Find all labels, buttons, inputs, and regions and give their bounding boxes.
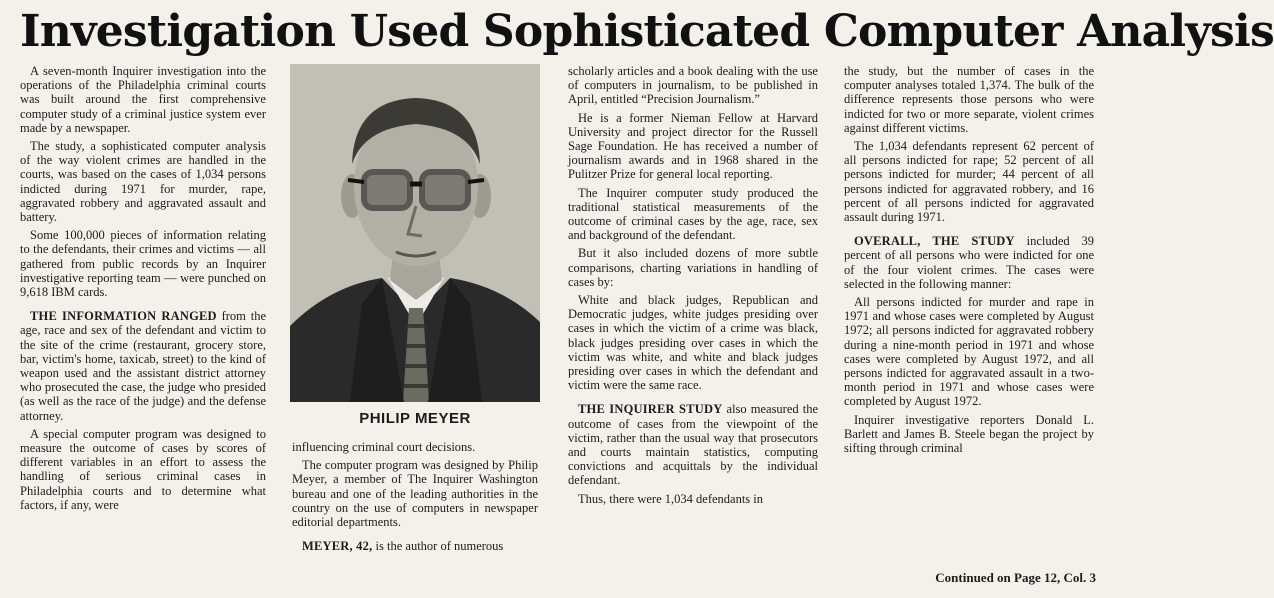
paragraph-text: included 39 percent of all persons who were indicted for one of the four violent crimes. The cases were selected in the following manner: xyxy=(844,234,1094,291)
paragraph xyxy=(568,293,818,392)
paragraph-text: White and black judges, Republican and Democratic judges, white judges presiding over cases in which the victim of a crime was black, black judges presiding over cases in which the victim was white, and white and black judges presiding over cases in which the defendant and victim were the same race. xyxy=(568,293,818,393)
paragraph xyxy=(20,309,266,423)
photo-caption: PHILIP MEYER xyxy=(359,410,471,427)
paragraph xyxy=(292,440,538,454)
paragraph-lead-in: THE INQUIRER STUDY xyxy=(578,402,723,417)
paragraph xyxy=(568,246,818,289)
column-1 xyxy=(20,64,266,584)
paragraph-text: He is a former Nieman Fellow at Harvard University and project director for the Russell Sage Foundation. He has received a number of journalism awards and in 1968 shared in the Pulitzer Prize for general local reporting. xyxy=(568,110,818,182)
paragraph-text: A special computer program was designed to measure the outcome of cases by scores of different variables in an effort to assess the handling of serious criminal cases in Philadelphia courts and to determine what factors, if any, were xyxy=(20,426,266,512)
paragraph xyxy=(568,492,818,506)
paragraph xyxy=(292,458,538,529)
paragraph xyxy=(20,427,266,512)
paragraph-text: is the author of numerous xyxy=(375,539,504,554)
paragraph-text: The Inquirer computer study produced the traditional statistical measurements of the outcome of criminal cases by the age, race, sex and background of the defendant. xyxy=(568,185,818,243)
paragraph-lead-in: OVERALL, THE STUDY xyxy=(854,234,1015,249)
paragraph-text: from the age, race and sex of the defendant and victim to the site of the crime (restaurant, grocery store, bar, victim's home, taxicab, street) to the kind of weapon used and the assistant district attorney who prosecuted the case, the judge who presided (as well as the race of the judge) and the defense attorney. xyxy=(20,309,267,423)
paragraph-lead-in: MEYER, 42, xyxy=(302,539,373,554)
paragraph-text: A seven-month Inquirer investigation into the operations of the Philadelphia criminal courts was built around the first comprehensive computer study of a criminal justice system ever made by a newspaper. xyxy=(20,64,266,135)
paragraph-text: The study, a sophisticated computer analysis of the way violent crimes are handled in the courts, was based on the cases of 1,034 persons indicted during 1971 for murder, rape, aggravated robbery and aggravated assault and battery. xyxy=(20,139,266,225)
paragraph-text: Some 100,000 pieces of information relating to the defendants, their crimes and victims — all gathered from public records by an Inquirer investigative reporting team — were punched on 9,618 IBM cards. xyxy=(20,228,266,300)
paragraph xyxy=(844,139,1094,224)
continuation-line: Continued on Page 12, Col. 3 xyxy=(935,570,1096,585)
paragraph-text: The 1,034 defendants represent 62 percent of all persons indicted for rape; 52 percent of all persons indicted for murder; 44 percent of all persons indicted for aggravated robbery, and 16 percent of all persons indicted for aggravated assault during 1971. xyxy=(844,139,1094,225)
headline: Investigation Used Sophisticated Computer Analysis xyxy=(20,6,1274,57)
paragraph xyxy=(20,228,266,299)
paragraph-lead-in: THE INFORMATION RANGED xyxy=(30,309,217,324)
paragraph xyxy=(844,295,1094,409)
paragraph xyxy=(844,413,1094,456)
paragraph xyxy=(20,64,266,135)
paragraph xyxy=(568,186,818,243)
paragraph-text: also measured the outcome of cases from the viewpoint of the victim, rather than the usual way that prosecutors and courts maintain statistics, computing convictions and acquittals by the individual defendant. xyxy=(568,402,818,488)
paragraph xyxy=(568,402,818,487)
column-4 xyxy=(844,64,1094,584)
paragraph xyxy=(844,234,1094,291)
paragraph xyxy=(20,139,266,224)
paragraph xyxy=(844,64,1094,135)
paragraph-text: influencing criminal court decisions. xyxy=(292,440,476,454)
paragraph-text: But it also included dozens of more subtle comparisons, charting variations in handling of cases by: xyxy=(568,246,818,289)
paragraph xyxy=(568,111,818,182)
paragraph xyxy=(292,539,538,553)
paragraph-text: Inquirer investigative reporters Donald L. Barlett and James B. Steele began the project by sifting through criminal xyxy=(844,412,1094,456)
paragraph-text: All persons indicted for murder and rape in 1971 and whose cases were completed by August 1972; all persons indicted for aggravated robbery during a nine-month period in 1971 and whose cases were completed by August 1972, and all persons indicted for aggravated assault in a two-month period in 1971 and whose cases were completed by August 1972. xyxy=(844,295,1094,409)
paragraph xyxy=(568,64,818,107)
paragraph-text: The computer program was designed by Philip Meyer, a member of The Inquirer Washington bureau and one of the leading authorities in the country on the use of computers in newspaper editorial departments. xyxy=(292,458,538,530)
paragraph-text: the study, but the number of cases in the computer analyses totaled 1,374. The bulk of the difference represents those persons who were indicted for two or more separate, violent crimes against different victims. xyxy=(844,64,1094,135)
portrait-photo xyxy=(290,64,540,402)
column-2 xyxy=(292,440,538,585)
column-3 xyxy=(568,64,818,584)
portrait-photo-image xyxy=(290,64,540,402)
paragraph-text: scholarly articles and a book dealing with the use of computers in journalism, to be published in April, entitled “Precision Journalism.” xyxy=(568,64,818,107)
paragraph-text: Thus, there were 1,034 defendants in xyxy=(578,491,764,506)
